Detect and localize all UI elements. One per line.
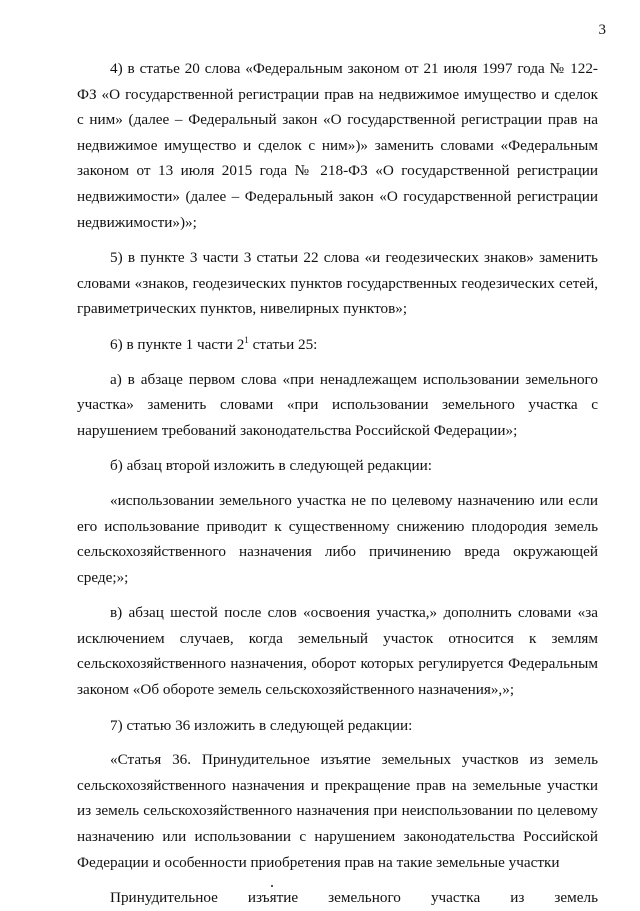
page-number: 3 [598, 22, 606, 38]
document-body [77, 56, 598, 911]
paragraph-article-36-heading: «Статья 36. Принудительное изъятие земельных участков из земель сельскохозяйственного назначения и прекращение прав на земельные участки из земель сельскохозяйственного назначения при неиспользовании по целевому назначению или использовании с нарушением законодательства Российской Федерации и особенности приобретения прав на такие земельные участки [77, 751, 598, 871]
scan-dot [271, 885, 273, 887]
paragraph-item-6b: б) абзац второй изложить в следующей редакции: [110, 457, 432, 475]
item-6-superscript: 1 [244, 334, 249, 345]
paragraph-item-7: 7) статью 36 изложить в следующей редакции: [110, 716, 413, 734]
paragraph-item-6b-quote: «использовании земельного участка не по целевому назначению или если его использование приводит к существенному снижению плодородия земель сельскохозяйственного назначения либо причинению вреда окружающей среде;»; [77, 491, 598, 586]
item-6-suffix: статьи 25: [248, 335, 318, 353]
paragraph-item-6 [77, 332, 598, 358]
paragraph-item-6v: в) абзац шестой после слов «освоения участка,» дополнить словами «за исключением случаев, когда земельный участок относится к землям сельскохозяйственного назначения, оборот которых регулируется Федеральным законом «Об обороте земель сельскохозяйственного назначения»,»; [77, 604, 598, 699]
paragraph-item-4: 4) в статье 20 слова «Федеральным законом от 21 июля 1997 года № 122-ФЗ «О государственной регистрации прав на недвижимое имущество и сделок с ним» (далее – Федеральный закон «О государственной регистрации прав на недвижимое имущество и сделок с ним»)» заменить словами «Федеральным законом от 13 июля 2015 года № 218-ФЗ «О государственной регистрации недвижимости» (далее – Федеральный закон «О государственной регистрации недвижимости»)»; [77, 60, 598, 231]
item-6-text: 6) в пункте 1 части 2 [110, 335, 245, 353]
paragraph-item-5: 5) в пункте 3 части 3 статьи 22 слова «и геодезических знаков» заменить словами «знаков, геодезических пунктов государственных геодезических сетей, гравиметрических пунктов, нивелирных пунктов»; [77, 249, 598, 318]
paragraph-item-6a: а) в абзаце первом слова «при ненадлежащем использовании земельного участка» заменить словами «при использовании земельного участка с нарушением требований законодательства Российской Федерации»; [77, 370, 598, 439]
paragraph-article-36-text: Принудительное изъятие земельного участка из земель [110, 889, 598, 907]
